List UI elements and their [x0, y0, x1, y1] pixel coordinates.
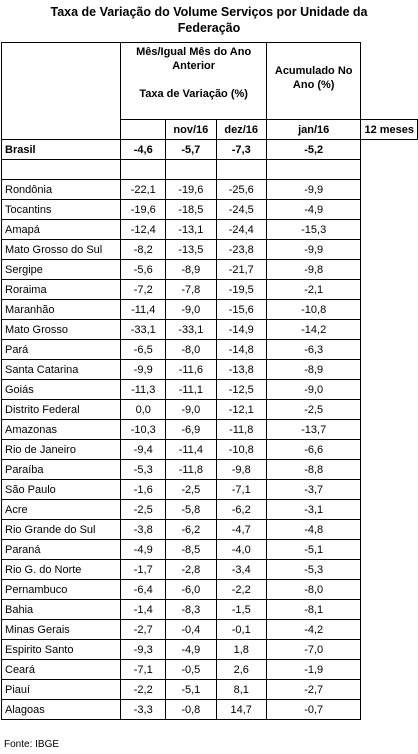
value-jan16: -25,6 — [216, 180, 266, 200]
table-title-line1: Taxa de Variação do Volume Serviços por Unidade da — [50, 5, 368, 19]
header-accum-line2: Ano (%) — [292, 79, 335, 91]
state-name: Rio G. do Norte — [2, 560, 121, 580]
value-nov16: -5,6 — [121, 260, 166, 280]
value-jan16: -21,7 — [216, 260, 266, 280]
table-row — [2, 640, 418, 660]
spacer-cell — [266, 160, 361, 180]
value-12meses: -4,8 — [266, 520, 361, 540]
value-dez16: -6,2 — [166, 520, 216, 540]
value-12meses: -6,6 — [266, 440, 361, 460]
table-row — [2, 220, 418, 240]
value-nov16: -2,2 — [121, 680, 166, 700]
value-dez16: -13,1 — [166, 220, 216, 240]
table-title — [0, 4, 418, 36]
table-row — [2, 440, 418, 460]
value-dez16: -5,1 — [166, 680, 216, 700]
value-dez16: -11,6 — [166, 360, 216, 380]
value-dez16: -4,9 — [166, 640, 216, 660]
header-accum-cell — [266, 43, 361, 120]
source-note: Fonte: IBGE — [4, 739, 60, 750]
state-name: Santa Catarina — [2, 360, 121, 380]
value-12meses: -5,1 — [266, 540, 361, 560]
state-name: Amapá — [2, 220, 121, 240]
value-jan16: 8,1 — [216, 680, 266, 700]
value-12meses: -3,1 — [266, 500, 361, 520]
state-name: Acre — [2, 500, 121, 520]
table-row — [2, 520, 418, 540]
state-name: Amazonas — [2, 420, 121, 440]
value-nov16: 0,0 — [121, 400, 166, 420]
value-nov16: -22,1 — [121, 180, 166, 200]
value-12meses: -4,9 — [266, 200, 361, 220]
value-jan16: -24,4 — [216, 220, 266, 240]
header-group-line2: Anterior — [172, 60, 216, 72]
state-name: Rondônia — [2, 180, 121, 200]
table-row — [2, 580, 418, 600]
table-row — [2, 420, 418, 440]
value-dez16: -2,5 — [166, 480, 216, 500]
value-nov16: -7,2 — [121, 280, 166, 300]
value-jan16: -4,7 — [216, 520, 266, 540]
value-jan16: -11,8 — [216, 420, 266, 440]
brasil-dez16: -5,7 — [166, 140, 216, 160]
state-name: Sergipe — [2, 260, 121, 280]
value-nov16: -11,4 — [121, 300, 166, 320]
value-nov16: -8,2 — [121, 240, 166, 260]
state-name: Roraima — [2, 280, 121, 300]
state-name: Mato Grosso do Sul — [2, 240, 121, 260]
value-12meses: -9,8 — [266, 260, 361, 280]
brasil-12meses: -5,2 — [266, 140, 361, 160]
value-dez16: -8,9 — [166, 260, 216, 280]
table-row — [2, 620, 418, 640]
header-period-blank — [121, 120, 166, 140]
value-12meses: -1,9 — [266, 660, 361, 680]
value-nov16: -9,9 — [121, 360, 166, 380]
value-12meses: -15,3 — [266, 220, 361, 240]
value-12meses: -14,2 — [266, 320, 361, 340]
header-group-subtitle: Taxa de Variação (%) — [139, 88, 248, 100]
state-name: Paraíba — [2, 460, 121, 480]
value-jan16: 2,6 — [216, 660, 266, 680]
value-jan16: -13,8 — [216, 360, 266, 380]
value-12meses: -8,9 — [266, 360, 361, 380]
value-12meses: -2,7 — [266, 680, 361, 700]
value-dez16: -8,0 — [166, 340, 216, 360]
value-nov16: -4,9 — [121, 540, 166, 560]
table-row — [2, 540, 418, 560]
value-nov16: -9,4 — [121, 440, 166, 460]
value-jan16: 1,8 — [216, 640, 266, 660]
value-nov16: -3,8 — [121, 520, 166, 540]
value-12meses: -10,8 — [266, 300, 361, 320]
value-12meses: -6,3 — [266, 340, 361, 360]
value-12meses: -4,2 — [266, 620, 361, 640]
value-dez16: -0,8 — [166, 700, 216, 720]
value-12meses: -2,1 — [266, 280, 361, 300]
value-dez16: -19,6 — [166, 180, 216, 200]
value-jan16: -2,2 — [216, 580, 266, 600]
header-row-group — [2, 43, 418, 120]
value-nov16: -6,5 — [121, 340, 166, 360]
state-name: Ceará — [2, 660, 121, 680]
table-row — [2, 400, 418, 420]
value-dez16: -9,0 — [166, 400, 216, 420]
value-dez16: -6,9 — [166, 420, 216, 440]
value-dez16: -6,0 — [166, 580, 216, 600]
value-nov16: -1,4 — [121, 600, 166, 620]
spacer-cell — [166, 160, 216, 180]
table-row — [2, 700, 418, 720]
table-row — [2, 500, 418, 520]
value-nov16: -9,3 — [121, 640, 166, 660]
value-nov16: -1,6 — [121, 480, 166, 500]
value-jan16: -12,5 — [216, 380, 266, 400]
value-jan16: -6,2 — [216, 500, 266, 520]
value-12meses: -13,7 — [266, 420, 361, 440]
value-nov16: -33,1 — [121, 320, 166, 340]
table-row — [2, 380, 418, 400]
value-nov16: -7,1 — [121, 660, 166, 680]
state-name: Maranhão — [2, 300, 121, 320]
value-jan16: -14,8 — [216, 340, 266, 360]
state-name: Piauí — [2, 680, 121, 700]
value-dez16: -7,8 — [166, 280, 216, 300]
value-jan16: -19,5 — [216, 280, 266, 300]
table-row — [2, 240, 418, 260]
brasil-row — [2, 140, 418, 160]
state-name: Minas Gerais — [2, 620, 121, 640]
value-jan16: -15,6 — [216, 300, 266, 320]
table-row — [2, 680, 418, 700]
value-nov16: -10,3 — [121, 420, 166, 440]
state-name: Espirito Santo — [2, 640, 121, 660]
value-jan16: -14,9 — [216, 320, 266, 340]
data-table — [1, 42, 418, 720]
value-nov16: -2,7 — [121, 620, 166, 640]
value-dez16: -9,0 — [166, 300, 216, 320]
table-row — [2, 280, 418, 300]
state-name: Rio de Janeiro — [2, 440, 121, 460]
table-row — [2, 360, 418, 380]
state-name: Tocantins — [2, 200, 121, 220]
state-name: Mato Grosso — [2, 320, 121, 340]
header-accum-line1: Acumulado No — [274, 65, 353, 77]
spacer-cell — [2, 160, 121, 180]
value-dez16: -33,1 — [166, 320, 216, 340]
state-name: São Paulo — [2, 480, 121, 500]
value-nov16: -5,3 — [121, 460, 166, 480]
value-dez16: -18,5 — [166, 200, 216, 220]
value-nov16: -2,5 — [121, 500, 166, 520]
value-12meses: -5,3 — [266, 560, 361, 580]
table-row — [2, 340, 418, 360]
table-row — [2, 320, 418, 340]
value-dez16: -0,5 — [166, 660, 216, 680]
value-12meses: -9,9 — [266, 240, 361, 260]
value-nov16: -12,4 — [121, 220, 166, 240]
state-name: Goiás — [2, 380, 121, 400]
table-row — [2, 600, 418, 620]
value-12meses: -8,8 — [266, 460, 361, 480]
header-col-nov16: nov/16 — [166, 120, 216, 140]
value-jan16: -24,5 — [216, 200, 266, 220]
spacer-cell — [216, 160, 266, 180]
value-12meses: -0,7 — [266, 700, 361, 720]
header-col-jan16: jan/16 — [266, 120, 361, 140]
header-col-12meses: 12 meses — [361, 120, 418, 140]
table-title-line2: Federação — [177, 21, 241, 35]
value-12meses: -8,0 — [266, 580, 361, 600]
state-name: Alagoas — [2, 700, 121, 720]
state-name: Bahia — [2, 600, 121, 620]
table-row — [2, 480, 418, 500]
table-row — [2, 200, 418, 220]
state-name: Pará — [2, 340, 121, 360]
value-jan16: -9,8 — [216, 460, 266, 480]
brasil-nov16: -4,6 — [121, 140, 166, 160]
value-dez16: -0,4 — [166, 620, 216, 640]
header-group-cell — [121, 43, 267, 120]
value-jan16: 14,7 — [216, 700, 266, 720]
header-group-line1: Mês/Igual Mês do Ano — [136, 46, 252, 58]
value-jan16: -12,1 — [216, 400, 266, 420]
spacer-cell — [121, 160, 166, 180]
value-dez16: -13,5 — [166, 240, 216, 260]
table-row — [2, 560, 418, 580]
value-dez16: -8,5 — [166, 540, 216, 560]
value-jan16: -23,8 — [216, 240, 266, 260]
value-dez16: -11,4 — [166, 440, 216, 460]
value-dez16: -11,8 — [166, 460, 216, 480]
value-12meses: -3,7 — [266, 480, 361, 500]
brasil-name: Brasil — [2, 140, 121, 160]
value-dez16: -5,8 — [166, 500, 216, 520]
value-12meses: -8,1 — [266, 600, 361, 620]
value-nov16: -6,4 — [121, 580, 166, 600]
value-jan16: -10,8 — [216, 440, 266, 460]
state-name: Paraná — [2, 540, 121, 560]
value-dez16: -11,1 — [166, 380, 216, 400]
value-jan16: -4,0 — [216, 540, 266, 560]
value-nov16: -19,6 — [121, 200, 166, 220]
state-name: Pernambuco — [2, 580, 121, 600]
state-name: Distrito Federal — [2, 400, 121, 420]
value-jan16: -1,5 — [216, 600, 266, 620]
table-row — [2, 180, 418, 200]
value-jan16: -3,4 — [216, 560, 266, 580]
table-row — [2, 660, 418, 680]
brasil-jan16: -7,3 — [216, 140, 266, 160]
value-nov16: -3,3 — [121, 700, 166, 720]
value-jan16: -7,1 — [216, 480, 266, 500]
spacer-row — [2, 160, 418, 180]
state-name: Rio Grande do Sul — [2, 520, 121, 540]
header-empty-cell — [2, 43, 121, 140]
value-12meses: -9,0 — [266, 380, 361, 400]
value-nov16: -11,3 — [121, 380, 166, 400]
value-dez16: -8,3 — [166, 600, 216, 620]
header-col-dez16: dez/16 — [216, 120, 266, 140]
value-jan16: -0,1 — [216, 620, 266, 640]
value-12meses: -9,9 — [266, 180, 361, 200]
value-12meses: -2,5 — [266, 400, 361, 420]
table-row — [2, 300, 418, 320]
value-12meses: -7,0 — [266, 640, 361, 660]
value-nov16: -1,7 — [121, 560, 166, 580]
table-row — [2, 460, 418, 480]
value-dez16: -2,8 — [166, 560, 216, 580]
table-row — [2, 260, 418, 280]
